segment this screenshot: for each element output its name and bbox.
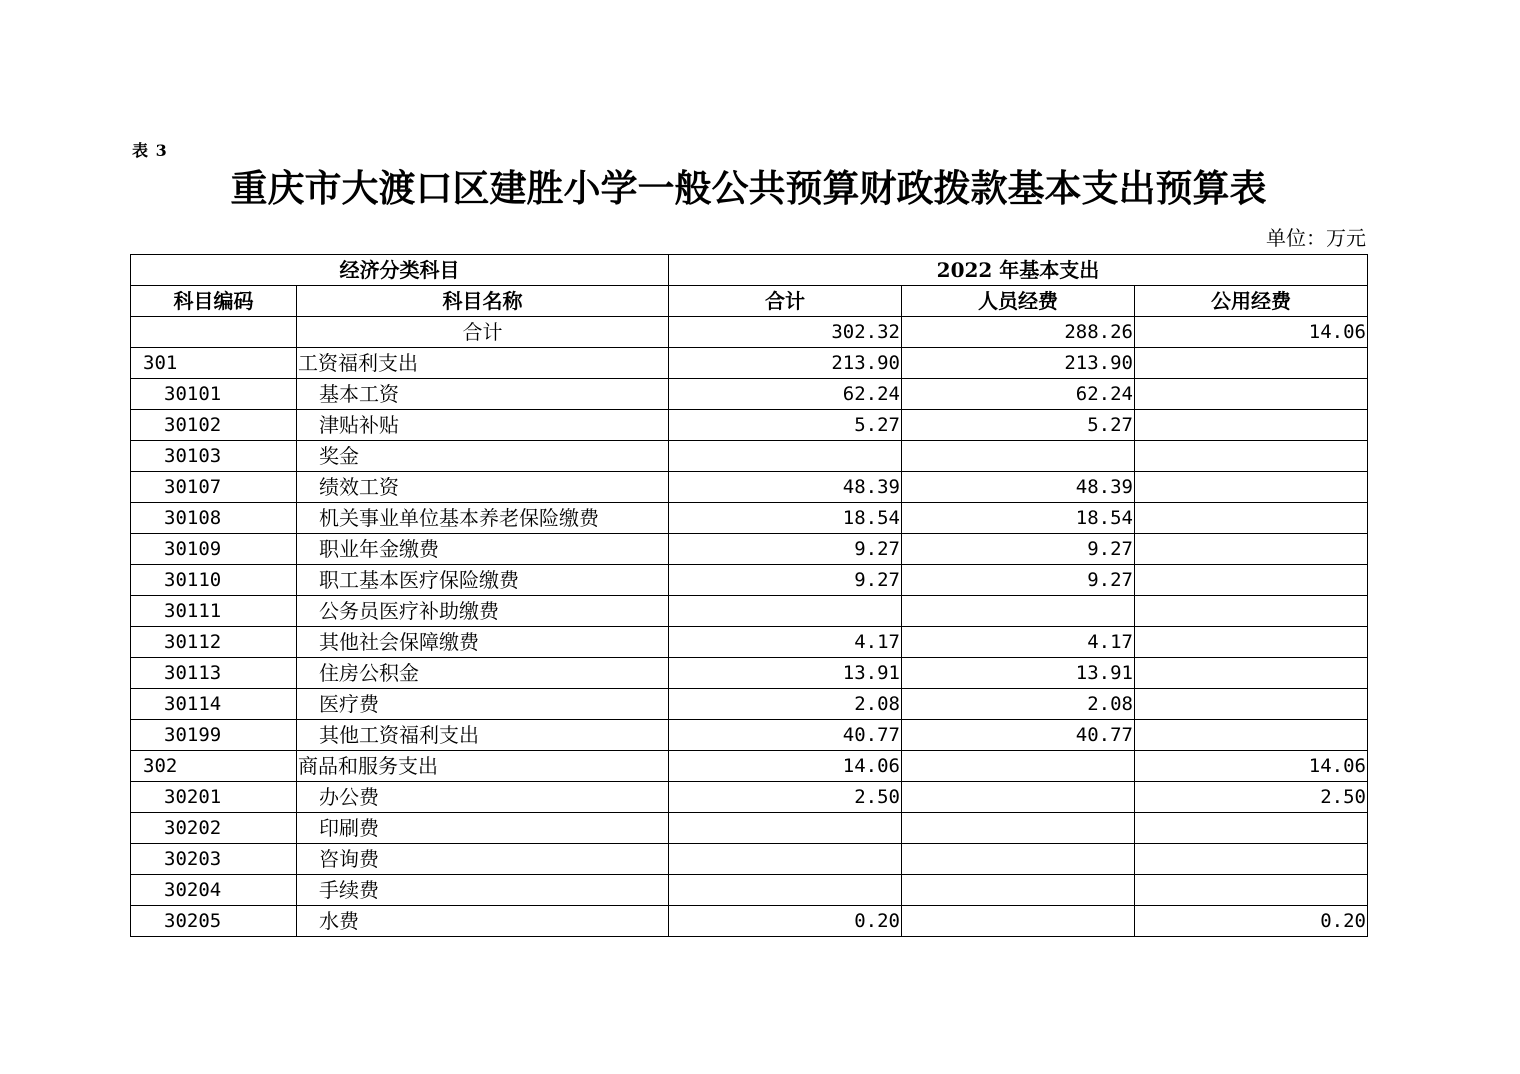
row-name: 工资福利支出	[297, 348, 669, 379]
row-personnel: 18.54	[902, 503, 1135, 534]
table-row	[131, 379, 1368, 410]
row-public: 2.50	[1135, 782, 1368, 813]
row-public	[1135, 565, 1368, 596]
row-code: 30202	[131, 813, 297, 844]
row-name: 其他工资福利支出	[297, 720, 669, 751]
row-public	[1135, 689, 1368, 720]
row-personnel: 48.39	[902, 472, 1135, 503]
row-code: 30109	[131, 534, 297, 565]
column-header-total: 合计	[669, 286, 902, 317]
row-public	[1135, 534, 1368, 565]
row-code: 30111	[131, 596, 297, 627]
row-personnel	[902, 875, 1135, 906]
row-public	[1135, 813, 1368, 844]
row-name: 绩效工资	[297, 472, 669, 503]
row-name: 印刷费	[297, 813, 669, 844]
row-personnel	[902, 441, 1135, 472]
total-row-personnel: 288.26	[902, 317, 1135, 348]
row-total	[669, 875, 902, 906]
row-public: 14.06	[1135, 751, 1368, 782]
row-total: 62.24	[669, 379, 902, 410]
row-name: 住房公积金	[297, 658, 669, 689]
table-row	[131, 596, 1368, 627]
row-code: 30205	[131, 906, 297, 937]
row-code: 30107	[131, 472, 297, 503]
row-personnel	[902, 782, 1135, 813]
table-row	[131, 782, 1368, 813]
row-total: 4.17	[669, 627, 902, 658]
row-code: 30199	[131, 720, 297, 751]
row-code: 301	[131, 348, 297, 379]
row-personnel: 4.17	[902, 627, 1135, 658]
row-total: 9.27	[669, 565, 902, 596]
row-name: 水费	[297, 906, 669, 937]
budget-table	[130, 254, 1368, 937]
row-personnel: 5.27	[902, 410, 1135, 441]
row-name: 奖金	[297, 441, 669, 472]
table-row	[131, 348, 1368, 379]
row-total: 0.20	[669, 906, 902, 937]
column-header-code: 科目编码	[131, 286, 297, 317]
row-personnel: 213.90	[902, 348, 1135, 379]
page-title: 重庆市大渡口区建胜小学一般公共预算财政拨款基本支出预算表	[230, 166, 1267, 210]
row-public	[1135, 596, 1368, 627]
table-row	[131, 534, 1368, 565]
row-public	[1135, 658, 1368, 689]
table-row	[131, 813, 1368, 844]
table-row	[131, 689, 1368, 720]
header-group-row	[131, 255, 1368, 286]
total-row-label: 合计	[297, 317, 669, 348]
row-name: 手续费	[297, 875, 669, 906]
row-personnel	[902, 906, 1135, 937]
table-row	[131, 410, 1368, 441]
total-row-public: 14.06	[1135, 317, 1368, 348]
row-name: 基本工资	[297, 379, 669, 410]
row-personnel	[902, 751, 1135, 782]
row-total: 2.50	[669, 782, 902, 813]
row-name: 机关事业单位基本养老保险缴费	[297, 503, 669, 534]
table-row	[131, 503, 1368, 534]
row-public	[1135, 720, 1368, 751]
header-columns-row	[131, 286, 1368, 317]
row-public	[1135, 472, 1368, 503]
total-row-code	[131, 317, 297, 348]
row-name: 职业年金缴费	[297, 534, 669, 565]
row-code: 30112	[131, 627, 297, 658]
row-total	[669, 813, 902, 844]
row-total: 2.08	[669, 689, 902, 720]
row-code: 30203	[131, 844, 297, 875]
row-personnel: 40.77	[902, 720, 1135, 751]
row-code: 30110	[131, 565, 297, 596]
header-economic-classification: 经济分类科目	[131, 255, 669, 286]
row-code: 30204	[131, 875, 297, 906]
row-public	[1135, 875, 1368, 906]
table-body	[131, 317, 1368, 937]
table-row	[131, 472, 1368, 503]
row-code: 30114	[131, 689, 297, 720]
total-row	[131, 317, 1368, 348]
row-code: 30102	[131, 410, 297, 441]
row-public	[1135, 410, 1368, 441]
row-name: 公务员医疗补助缴费	[297, 596, 669, 627]
row-total	[669, 596, 902, 627]
row-personnel	[902, 596, 1135, 627]
column-header-personnel: 人员经费	[902, 286, 1135, 317]
column-header-name: 科目名称	[297, 286, 669, 317]
row-total: 9.27	[669, 534, 902, 565]
row-public	[1135, 348, 1368, 379]
row-public	[1135, 844, 1368, 875]
row-personnel: 9.27	[902, 565, 1135, 596]
row-total: 40.77	[669, 720, 902, 751]
row-total: 14.06	[669, 751, 902, 782]
unit-label: 单位：万元	[1266, 226, 1366, 250]
row-name: 商品和服务支出	[297, 751, 669, 782]
row-public	[1135, 441, 1368, 472]
row-public	[1135, 503, 1368, 534]
row-personnel: 62.24	[902, 379, 1135, 410]
header-basic-expenditure-year: 2022 年基本支出	[669, 255, 1368, 286]
row-personnel: 13.91	[902, 658, 1135, 689]
row-total	[669, 844, 902, 875]
row-code: 30113	[131, 658, 297, 689]
row-name: 办公费	[297, 782, 669, 813]
table-row	[131, 720, 1368, 751]
row-public	[1135, 379, 1368, 410]
row-total: 213.90	[669, 348, 902, 379]
column-header-public: 公用经费	[1135, 286, 1368, 317]
row-total: 13.91	[669, 658, 902, 689]
row-personnel	[902, 844, 1135, 875]
total-row-total: 302.32	[669, 317, 902, 348]
row-code: 30103	[131, 441, 297, 472]
row-name: 其他社会保障缴费	[297, 627, 669, 658]
row-total	[669, 441, 902, 472]
row-code: 302	[131, 751, 297, 782]
row-public	[1135, 627, 1368, 658]
row-name: 医疗费	[297, 689, 669, 720]
table-row	[131, 441, 1368, 472]
row-total: 48.39	[669, 472, 902, 503]
table-row	[131, 565, 1368, 596]
table-row	[131, 875, 1368, 906]
row-public: 0.20	[1135, 906, 1368, 937]
table-row	[131, 906, 1368, 937]
row-personnel: 2.08	[902, 689, 1135, 720]
row-code: 30108	[131, 503, 297, 534]
row-name: 咨询费	[297, 844, 669, 875]
row-name: 职工基本医疗保险缴费	[297, 565, 669, 596]
row-personnel: 9.27	[902, 534, 1135, 565]
row-total: 18.54	[669, 503, 902, 534]
row-code: 30201	[131, 782, 297, 813]
table-row	[131, 844, 1368, 875]
table-row	[131, 751, 1368, 782]
table-row	[131, 658, 1368, 689]
row-total: 5.27	[669, 410, 902, 441]
row-name: 津贴补贴	[297, 410, 669, 441]
table-row	[131, 627, 1368, 658]
row-code: 30101	[131, 379, 297, 410]
row-personnel	[902, 813, 1135, 844]
table-number: 表 3	[132, 141, 168, 160]
